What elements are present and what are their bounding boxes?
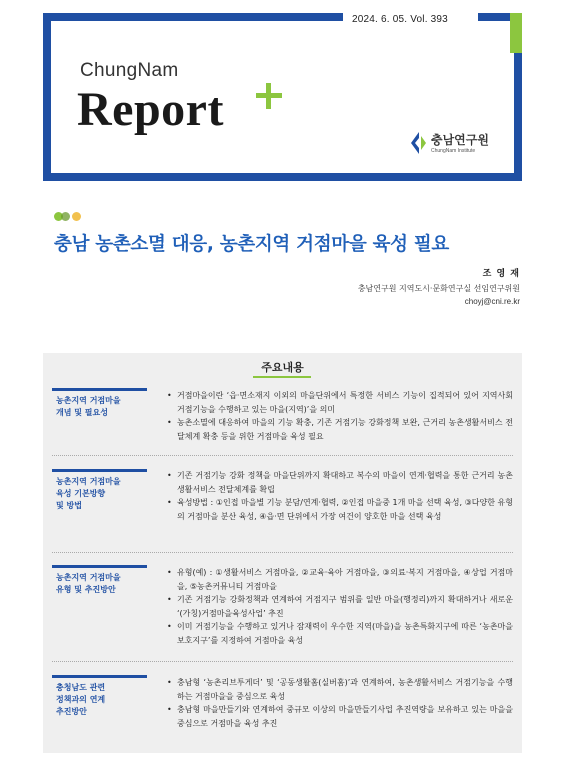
section-label-line: 충청남도 관련: [56, 683, 106, 692]
list-item: • 충남형 ‘농촌리브투게더’ 및 ‘공동생활홈(실버홈)’과 연계하여, 농촌생활서비스 거점기능을 수행하는 거점마을을 중심으로 육성: [167, 676, 513, 703]
section-label-line: 농촌지역 거점마을: [56, 396, 121, 405]
author-name: 조 영 재: [482, 269, 520, 279]
author-email[interactable]: choyj@cni.re.kr: [464, 297, 520, 306]
section-label-line: 추진방안: [56, 707, 87, 716]
author-affiliation: 충남연구원 지역도시·문화연구실 선임연구위원: [357, 284, 520, 293]
header-frame-bottom: [43, 173, 522, 181]
plus-icon: [256, 83, 282, 109]
section-divider: [52, 661, 513, 662]
section-body: [167, 676, 513, 730]
section-label: [52, 565, 147, 596]
header-frame-top: [43, 13, 343, 21]
author-block: [358, 266, 520, 306]
institute-subtitle: ChungNam Institute: [431, 148, 476, 154]
section-body: [167, 389, 513, 443]
issue-line: 2024. 6. 05. Vol. 393: [352, 14, 448, 25]
header-frame-left: [43, 13, 51, 181]
brand-small: ChungNam: [80, 60, 179, 81]
article-title: 충남 농촌소멸 대응, 농촌지역 거점마을 육성 필요: [54, 234, 449, 255]
list-item: • 충남형 마을만들기와 연계하여 중규모 이상의 마을만들기사업 추진역량을 보유하고 있는 마을을 중심으로 거점마을 육성 추진: [167, 703, 513, 730]
institute-logo: [409, 130, 509, 158]
section-label: [52, 388, 147, 419]
section-label-line: 육성 기본방향: [56, 489, 106, 498]
section-label: [52, 675, 147, 718]
institute-emblem-icon: [409, 130, 427, 156]
section-label: [52, 469, 147, 512]
list-item: • 기존 거점기능 강화정책과 연계하여 거점지구 범위를 일반 마을(행정리)까지 확대하거나 새로운 ‘(가칭)거점마을육성사업’ 추진: [167, 593, 513, 620]
section-label-line: 농촌지역 거점마을: [56, 573, 121, 582]
header-accent-strip: [510, 13, 522, 53]
section-label-line: 유형 및 추진방안: [56, 585, 116, 594]
section-body: [167, 566, 513, 648]
brand-title: Report: [77, 83, 224, 136]
section-label-line: 및 방법: [56, 501, 82, 510]
list-item: • 육성방법 : ①인접 마을별 기능 분담/연계·협력, ②인접 마을중 1개 마을 선택 육성, ③다양한 유형의 거점마을 분산 육성, ④읍·면 단위에서 가장 여건이 양호한 마을 선택 육성: [167, 496, 513, 523]
section-divider: [52, 552, 513, 553]
list-item: • 유형(예) : ①생활서비스 거점마을, ②교육·육아 거점마을, ③의료·복지 거점마을, ④상업 거점마을, ⑤농촌커뮤니티 거점마을: [167, 566, 513, 593]
list-item: • 기존 거점기능 강화 정책을 마을단위까지 확대하고 복수의 마을이 연계·협력을 통한 근거리 농촌생활서비스 전달체계를 확립: [167, 469, 513, 496]
summary-box: [43, 353, 522, 753]
institute-name: 충남연구원: [431, 133, 489, 147]
list-item: • 농촌소멸에 대응하여 마을의 기능 확충, 기존 거점기능 강화정책 보완, 근거리 농촌생활서비스 전달체계 확충 등을 위한 거점마을 육성 필요: [167, 416, 513, 443]
list-item: • 이미 거점기능을 수행하고 있거나 잠재력이 우수한 지역(마을)을 농촌특화지구에 따른 ‘농촌마을보호지구’를 지정하여 거점마을 육성: [167, 620, 513, 647]
section-label-line: 개념 및 필요성: [56, 408, 108, 417]
section-divider: [52, 455, 513, 456]
list-item: • 거점마을이란 ‘읍·면소재지 이외의 마을단위에서 특정한 서비스 기능이 집적되어 있어 지역사회 거점기능을 수행하고 있는 마을(지역)’을 의미: [167, 389, 513, 416]
section-body: [167, 469, 513, 523]
summary-title: 주요내용: [261, 361, 304, 374]
summary-underline: [253, 376, 311, 378]
section-label-line: 정책과의 연계: [56, 695, 106, 704]
section-label-line: 농촌지역 거점마을: [56, 477, 121, 486]
